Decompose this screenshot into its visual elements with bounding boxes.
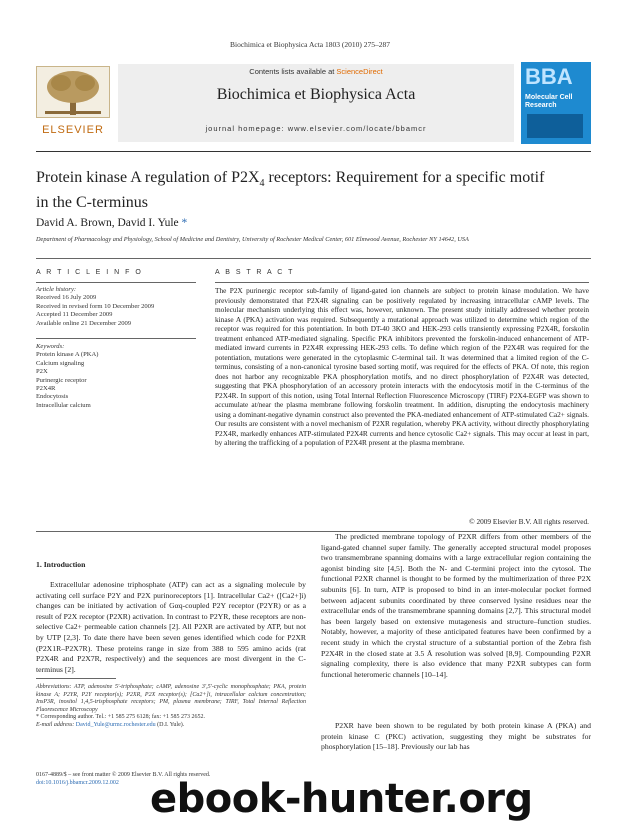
keyword: Endocytosis — [36, 393, 69, 401]
intro-paragraph-right-2: P2XR have been shown to be regulated by both protein kinase A (PKA) and protein kinase C (PKC) activation, suggesting they might be substrates for phosphorylation [15–18]. Previously our lab has — [321, 721, 591, 752]
keywords: Keywords: Protein kinase A (PKA) Calcium signaling P2X Purinergic receptor P2X4R Endocytosis Intracellular calcium — [36, 343, 99, 409]
email-link[interactable]: David_Yule@urmc.rochester.edu — [75, 721, 156, 728]
watermark: ebook-hunter.org — [150, 776, 533, 822]
journal-cover — [521, 62, 591, 144]
history-item: Accepted 11 December 2009 — [36, 311, 113, 319]
issn-line: 0167-4889/$ – see front matter © 2009 Elsevier B.V. All rights reserved. — [36, 772, 211, 778]
abbreviations-footnote: Abbreviations: ATP, adenosine 5'-triphosphate; cAMP, adenosine 3',5'-cyclic monophosphate; PKA, protein kinase A; P2YR, P2Y receptor(s); P2XR, P2X receptor(s); [Ca2+]i, intracellular calcium concentration; InsP3R, inositol 1,4,5-trisphosphate receptors; PM, plasma membrane; TIRF, Total Internal Reflection Fluorescence Microscopy — [36, 684, 306, 713]
sciencedirect-link[interactable]: ScienceDirect — [336, 67, 383, 76]
footnote-rule — [36, 678, 116, 679]
cover-title: BBA — [525, 64, 573, 89]
contents-line: Contents lists available at ScienceDirect — [249, 67, 383, 76]
publisher-wordmark: ELSEVIER — [42, 124, 104, 136]
footnotes: Abbreviations: ATP, adenosine 5'-triphosphate; cAMP, adenosine 3',5'-cyclic monophosphate; PKA, protein kinase A; P2YR, P2Y receptor(s); P2XR, P2X receptor(s); [Ca2+]i, intracellular calcium concentration; InsP3R, inositol 1,4,5-trisphosphate receptors; PM, plasma membrane; TIRF, Total Internal Reflection Fluorescence Microscopy * Corresponding author. Tel.: +1 585 275 6128; fax: +1 585 273 2652. E-mail address: David_Yule@urmc.rochester.edu (D.I. Yule). — [36, 684, 306, 728]
keyword: Purinergic receptor — [36, 376, 87, 384]
keyword: Intracellular calcium — [36, 401, 91, 409]
article-info-heading: A R T I C L E I N F O — [36, 269, 143, 276]
abstract-heading: A B S T R A C T — [215, 269, 295, 276]
section-rule — [36, 258, 591, 259]
copyright: © 2009 Elsevier B.V. All rights reserved. — [469, 517, 589, 526]
keyword: P2X4R — [36, 385, 56, 393]
history-item: Received 16 July 2009 — [36, 294, 97, 302]
journal-homepage[interactable]: journal homepage: www.elsevier.com/locate/bbamcr — [205, 124, 427, 133]
intro-paragraph-left: Extracellular adenosine triphosphate (ATP) can act as a signaling molecule by activating cell surface P2Y and P2X purinoreceptors [1]. Intracellular Ca2+ ([Ca2+]i) changes can be initiated by activation of Gαq-coupled P2Y receptor (P2YR) or as a result of P2X receptor (P2XR) activation. In contrast to P2YR, these receptors are non-selective Ca2+ permeable cation channels [2]. All P2XR are activated by ATP, but not by UTP [2,3]. To date there have been seven genes identified which code for P2XR (P2X1R–P2X7R). These proteins range in size from 388 to 595 amino acids (rat P2X4R and P2X7R, respectively) and the sequences are most divergent in the C-terminus [2]. — [36, 580, 306, 674]
journal-name: Biochimica et Biophysica Acta — [216, 86, 416, 103]
history-item: Received in revised form 10 December 2009 — [36, 302, 155, 310]
doi-link[interactable]: doi:10.1016/j.bbamcr.2009.12.002 — [36, 780, 119, 786]
keyword: Protein kinase A (PKA) — [36, 351, 99, 359]
keywords-rule — [36, 338, 196, 339]
corresponding-author-mark[interactable]: * — [178, 217, 188, 229]
article-info-rule — [36, 282, 196, 283]
corresponding-footnote: * Corresponding author. Tel.: +1 585 275 6128; fax: +1 585 273 2652. — [36, 714, 206, 721]
running-head: Biochimica et Biophysica Acta 1803 (2010) 275–287 — [230, 40, 390, 49]
intro-paragraph-right-1: The predicted membrane topology of P2XR differs from other members of the ligand-gated channel super family. The generally accepted structural model proposes two transmembrane spanning domains with a large extracellular region containing the agonist binding site [4,5]. Both the N- and C-termini project into the cytosol. The functional P2XR channel is thought to be formed by the multimerization of three P2X subunits [6]. In turn, ATP is proposed to bind in an inter-molecular pocket formed between adjacent subunits coordinated by three conserved lysine residues near the extracellular ends of the transmembrane spanning domains [2,7]. This structural model has been largely based on extensive mutagenesis and structure–function studies. Notably, however, a majority of these anticipated features have been confirmed by a recent study in which the crystal structure of a substantial portion of the Zebra fish P2X4R in the closed state at 3.5 Å resolution was solved [8,9]. Compounding P2XR signaling complexity, there is also evidence that many P2XR subtypes can form functional heteromeric channels [10–14]. — [321, 532, 591, 679]
abstract-text: The P2X purinergic receptor sub-family of ligand-gated ion channels are subject to protein kinase modulation. We have previously demonstrated that P2X4R signaling can be positively regulated by increasing intracellular cAMP levels. The molecular mechanism underlying this effect was, however, unknown. The present study initially addressed whether protein kinase A (PKA) activation was required. Subsequently a mutational approach was utilized to determine which region of the receptor was required for this potentiation. In both DT-40 3KO and HEK-293 cells transiently expressing P2X4R, forskolin treatment enhanced ATP-mediated signaling. Specific PKA inhibitors prevented the forskolin-induced enhancement of ATP-mediated inward currents in P2X4R expressing HEK-293 cells. To define which region of the P2X4R was required for the potentiation, mutations were generated in the cytoplasmic C-terminal tail. It was determined that a limited region of the C-terminus, consisting of a non-canonical tyrosine based sorting motif, was required for the effects of PKA. Of note, this region does not harbor any recognizable PKA phosphorylation motifs, and no direct phosphorylation of P2X4R was detected, suggesting that PKA phosphorylation of an accessory protein interacts with the endocytosis motif in the C-terminus of the P2X4R. In support of this notion, using Total Internal Reflection Fluorescence Microscopy (TIRF) P2X4-EGFP was shown to accumulate at/near the plasma membrane following forskolin treatment. In addition, disrupting the endocytosis machinery using a dominant-negative dynamin construct also prevented the PKA-mediated enhancement of ATP-stimulated Ca2+ signals. Our results are consistent with a novel mechanism of P2XR regulation, whereby PKA activity, without directly phosphorylating P2X4R, markedly enhances ATP-stimulated P2X4R currents and hence cytosolic Ca2+ signals. This may occur at least in part, by altering the trafficking of a population of P2X4R present at the plasma membrane. — [215, 286, 589, 447]
article-title: Protein kinase A regulation of $P2X_4$ receptors: Requirement for a specific motif in the C-terminus — [36, 169, 545, 212]
cover-image — [527, 114, 583, 138]
cover-subtitle: Molecular Cell Research — [525, 94, 573, 109]
keyword: Calcium signaling — [36, 359, 85, 367]
section-heading-introduction: 1. Introduction — [36, 560, 86, 569]
history-item: Available online 21 December 2009 — [36, 319, 132, 327]
authors: David A. Brown, David I. Yule * — [36, 217, 188, 229]
affiliation: Department of Pharmacology and Physiology, School of Medicine and Dentistry, University of Rochester Medical Center, 601 Elmwood Avenue, Rochester NY 14642, USA — [36, 236, 469, 243]
abstract-rule — [215, 282, 589, 283]
keyword: P2X — [36, 368, 48, 376]
header-rule — [36, 151, 591, 152]
article-history: Article history: Received 16 July 2009 Received in revised form 10 December 2009 Accepted 11 December 2009 Available online 21 December 2009 — [36, 286, 155, 327]
